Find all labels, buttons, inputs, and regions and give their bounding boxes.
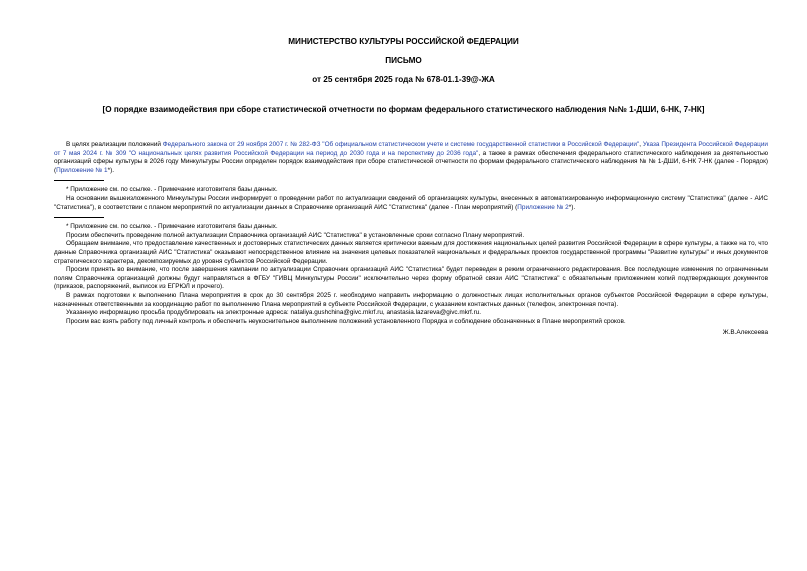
- date-number-heading: от 25 сентября 2025 года № 678-01.1-39@-ЖА: [312, 75, 495, 84]
- footnote-divider: [54, 217, 104, 218]
- paragraph-3: Просим обеспечить проведение полной актуализации Справочника организаций АИС "Статистика" в установленные сроки согласно Плану мероприятий.: [66, 231, 525, 239]
- paragraph-1: В целях реализации положений Федерального закона от 29 ноября 2007 г. № 282-ФЗ "Об официальном статистическом учете и системе государственной статистики в Российской Федерации", Указа Президента Российской Федерации от 7 мая 2024 г. № 309 "О национальных целях развития Российской Федерации на период до 2030 года и на перспективу до 2036 года", а также в рамках обеспечения федерального статистического наблюдения за деятельностью организаций сферы культуры в 2026 году Минкультуры России определен порядок взаимодействия при сборе статистической отчетности по формам федерального статистического наблюдения № № 1-ДШИ, 6-НК 7-НК (далее - Порядок) (Приложение № 1*).: [54, 141, 768, 174]
- appendix-1-link[interactable]: Приложение № 1: [56, 166, 108, 174]
- paragraph-7: Указанную информацию просьба продублировать на электронные адреса: nataliya.gushchina@givc.mkrf.ru, anastasia.lazareva@givc.mkrf.ru.: [66, 309, 482, 317]
- federal-law-link[interactable]: Федерального закона от 29 ноября 2007 г. № 282-ФЗ "Об официальном статистическом учете и системе государственной статистики в Российской Федерации": [162, 141, 640, 148]
- subject-heading: [О порядке взаимодействия при сборе статистической отчетности по формам федерального статистического наблюдения №№ 1-ДШИ, 6-НК, 7-НК]: [102, 105, 705, 114]
- footnote-1: * Приложение см. по ссылке. - Примечание изготовителя базы данных.: [66, 186, 278, 194]
- presidential-decree-link[interactable]: Указа Президента Российской Федерации от 7 мая 2024 г. № 309 "О национальных целях развития Российской Федерации на период до 2030 года и на перспективу до 2036 года": [54, 141, 768, 157]
- paragraph-8: Просим вас взять работу под личный контроль и обеспечить неукоснительное выполнение положений установленного Порядка и соблюдение обозначенных в Плане мероприятий сроков.: [66, 317, 626, 325]
- paragraph-6: В рамках подготовки к выполнению Плана мероприятия в срок до 30 сентября 2025 г. необходимо направить информацию о должностных лицах исполнительных органов субъектов Российской Федерации в сфере культуры, назначенных ответственными за координацию работ по выполнению Плана мероприятий в субъекте Российской Федерации, с указанием контактных данных (телефон, электронная почта).: [54, 291, 768, 308]
- paragraph-4: Обращаем внимание, что предоставление качественных и достоверных статистических данных является критически важным для достижения национальных целей развития Российской Федерации в сфере культуры, а также на то, что данные Справочника организаций АИС "Статистика" оказывают непосредственное влияние на значения целевых показателей национальных и федеральных проектов государственной программы "Развитие культуры" и иных документов стратегического характера, декомпозируемых до уровня субъектов Российской Федерации.: [54, 240, 768, 265]
- footnote-2: * Приложение см. по ссылке. - Примечание изготовителя базы данных.: [66, 223, 278, 231]
- paragraph-5: Просим принять во внимание, что после завершения кампании по актуализации Справочник организаций АИС "Статистика" будет переведен в режим ограниченного редактирования. Все последующие изменения по ограниченным полям Справочника организаций должны будут направляться в ФГБУ "ГИВЦ Минкультуры России" исключительно через форму обратной связи АИС "Статистика" с обязательным приложением копий подтверждающих документов (приказов, распоряжений, выписок из ЕГРЮЛ и прочего).: [54, 266, 768, 291]
- footnote-divider: [54, 180, 104, 181]
- letter-body: [54, 141, 768, 338]
- appendix-2-link[interactable]: Приложение № 2: [517, 203, 569, 211]
- paragraph-2: На основании вышеизложенного Минкультуры России информирует о проведении работ по актуализации сведений об организациях культуры, внесенных в автоматизированную информационную систему "Статистика" (далее - АИС "Статистика"), в соответствии с планом мероприятий по актуализации данных в Справочнике организаций АИС "Статистика" (далее - План мероприятий) (Приложение № 2*).: [54, 194, 768, 211]
- ministry-heading: МИНИСТЕРСТВО КУЛЬТУРЫ РОССИЙСКОЙ ФЕДЕРАЦИИ: [288, 37, 519, 46]
- signature: Ж.В.Алексеева: [722, 329, 768, 337]
- document-type-heading: ПИСЬМО: [385, 56, 422, 65]
